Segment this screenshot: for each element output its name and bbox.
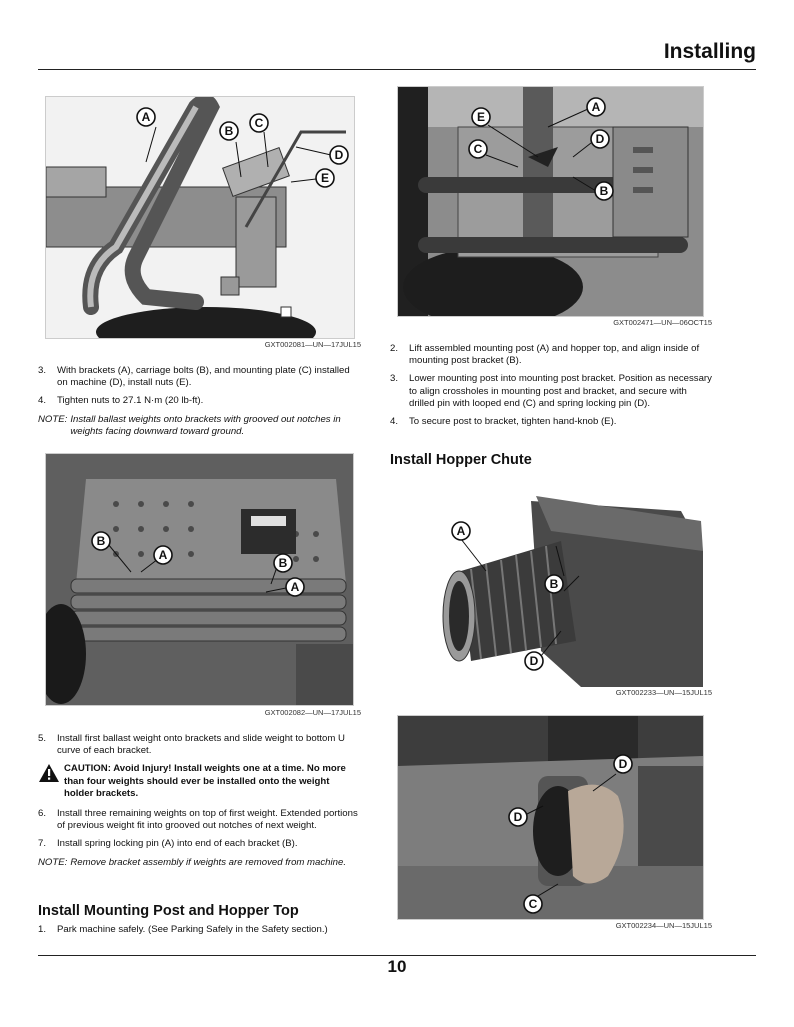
figure-caption: GXT002233—UN—15JUL15 bbox=[615, 688, 712, 697]
figure-ballast-weights bbox=[45, 453, 354, 706]
figure-hopper-chute-1 bbox=[430, 490, 704, 688]
footer-rule bbox=[38, 955, 756, 956]
left-text-block-3 bbox=[38, 924, 360, 942]
note: NOTE: Remove bracket assembly if weights are removed from machine. bbox=[38, 856, 346, 868]
step-item: 2. Lift assembled mounting post (A) and hopper top, and align inside of mounting post bracket (B). bbox=[390, 343, 700, 367]
step-item: 6. Install three remaining weights on top of first weight. Extended portions of previous weight fit into grooved out notches of next weight. bbox=[38, 808, 358, 832]
figure-caption: GXT002234—UN—15JUL15 bbox=[615, 921, 712, 930]
fig1-callout-c: C bbox=[254, 116, 264, 130]
figure-caption: GXT002471—UN—06OCT15 bbox=[613, 318, 712, 327]
figure-hopper-chute-2 bbox=[397, 715, 704, 920]
fig3-callout-c: C bbox=[473, 142, 483, 156]
right-text-block bbox=[390, 343, 712, 434]
left-text-block-2 bbox=[38, 733, 360, 875]
section-heading-hopper-chute: Install Hopper Chute bbox=[390, 452, 532, 468]
page-title: Installing bbox=[663, 40, 756, 63]
note: NOTE: Install ballast weights onto brackets with grooved out notches in weights facing downward toward ground. bbox=[38, 413, 341, 437]
fig2-callout-a: A bbox=[290, 580, 300, 594]
fig1-callout-d: D bbox=[334, 148, 344, 162]
fig3-callout-d: D bbox=[595, 132, 605, 146]
fig2-callout-a: A bbox=[158, 548, 168, 562]
fig3-callout-e: E bbox=[476, 110, 486, 124]
figure-caption: GXT002082—UN—17JUL15 bbox=[264, 708, 361, 717]
caution-block: CAUTION: Avoid Injury! Install weights one at a time. No more than four weights should ever be installed onto the weight holder brackets. bbox=[38, 763, 360, 800]
header-rule bbox=[38, 69, 756, 70]
step-item: 4. Tighten nuts to 27.1 N·m (20 lb-ft). bbox=[38, 395, 204, 407]
warning-triangle-icon bbox=[38, 763, 64, 800]
left-text-block-1 bbox=[38, 365, 360, 444]
step-item: 3. Lower mounting post into mounting post bracket. Position as necessary to align crossholes in mounting post and bracket, and secure with drilled pin with looped end (C) and spring locking pin (D). bbox=[390, 373, 712, 409]
fig3-callout-a: A bbox=[591, 100, 601, 114]
fig3-callout-b: B bbox=[599, 184, 609, 198]
fig1-callout-b: B bbox=[224, 124, 234, 138]
fig5-callout-d: D bbox=[513, 810, 523, 824]
fig5-callout-d: D bbox=[618, 757, 628, 771]
fig5-callout-c: C bbox=[528, 897, 538, 911]
step-item: 4. To secure post to bracket, tighten hand-knob (E). bbox=[390, 416, 617, 428]
step-item: 1. Park machine safely. (See Parking Safely in the Safety section.) bbox=[38, 924, 328, 935]
fig1-callout-e: E bbox=[320, 171, 330, 185]
section-heading-mounting-post: Install Mounting Post and Hopper Top bbox=[38, 903, 299, 919]
page-number: 10 bbox=[387, 957, 407, 976]
figure-caption: GXT002081—UN—17JUL15 bbox=[264, 340, 361, 349]
fig4-callout-d: D bbox=[529, 654, 539, 668]
fig2-callout-b: B bbox=[278, 556, 288, 570]
step-item: 5. Install first ballast weight onto brackets and slide weight to bottom U curve of each bracket. bbox=[38, 733, 345, 757]
fig4-callout-b: B bbox=[549, 577, 559, 591]
fig4-callout-a: A bbox=[456, 524, 466, 538]
step-item: 3. With brackets (A), carriage bolts (B), and mounting plate (C) installed on machine (D), install nuts (E). bbox=[38, 365, 350, 389]
step-item: 7. Install spring locking pin (A) into end of each bracket (B). bbox=[38, 838, 298, 850]
fig2-callout-b: B bbox=[96, 534, 106, 548]
figure-bracket-install bbox=[45, 96, 355, 339]
figure-mounting-post bbox=[397, 86, 704, 317]
fig1-callout-a: A bbox=[141, 110, 151, 124]
